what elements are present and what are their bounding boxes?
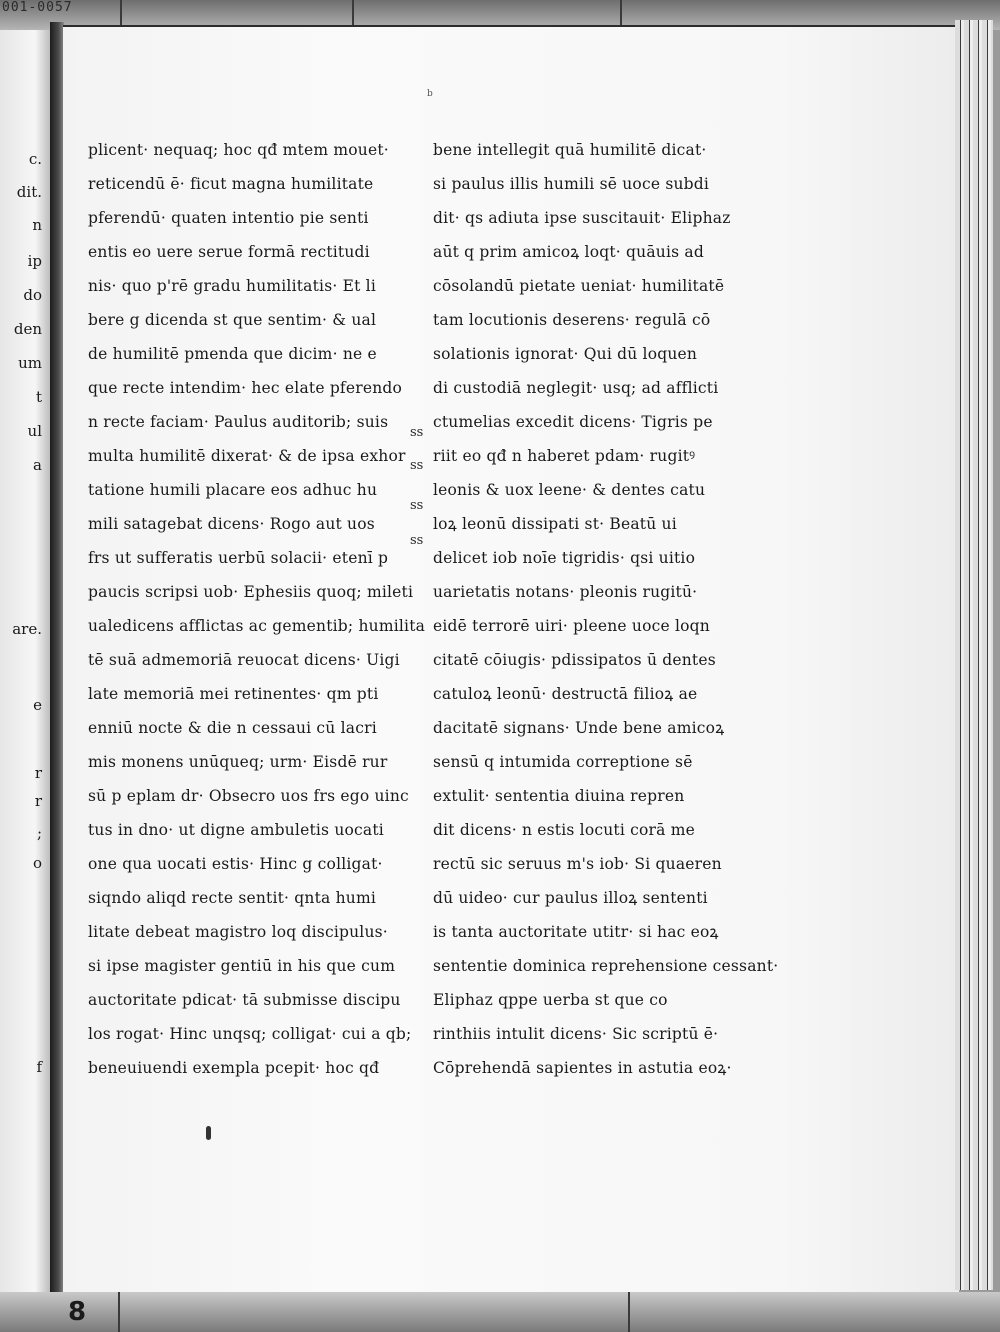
text-line: uarietatis notans· pleonis rugitū· — [433, 583, 698, 601]
text-line: Cōprehendā sapientes in astutia eoꝝ· — [433, 1059, 732, 1077]
text-line: entis eo uere serue formā rectitudi — [88, 243, 370, 261]
facing-page-text: dit. — [16, 183, 42, 201]
text-line: delicet iob noīe tigridis· qsi uitio — [433, 549, 696, 567]
text-line: tus in dno· ut digne ambuletis uocati — [88, 821, 384, 839]
text-line: si paulus illis humili sē uoce subdi — [433, 175, 710, 193]
page-edges — [955, 20, 993, 1290]
text-line: ctumelias excedit dicens· Tigris pe — [433, 413, 713, 431]
text-line: rinthiis intulit dicens· Sic scriptū ē· — [433, 1025, 719, 1043]
text-line: dacitatē signans· Unde bene amicoꝝ — [433, 719, 725, 737]
text-line: frs ut sufferatis uerbū solacii· etenī p — [88, 549, 389, 567]
facing-page-text: ; — [36, 824, 42, 842]
text-line: sū p eplam dr· Obsecro uos frs ego uinc — [88, 787, 409, 805]
facing-page-text: ip — [27, 252, 42, 270]
facing-page-text: r — [34, 764, 42, 782]
text-line: dū uideo· cur paulus illoꝝ sententi — [433, 889, 708, 907]
text-column-right — [433, 133, 778, 1085]
text-line: plicent· nequaq; hoc qđ mtem mouet· — [88, 141, 389, 159]
text-line: cōsolandū pietate ueniat· humilitatē — [433, 277, 725, 295]
text-line: bere g dicenda st que sentim· & ual — [88, 311, 377, 329]
ink-spot — [206, 1126, 211, 1140]
text-line: pferendū· quaten intentio pie senti — [88, 209, 369, 227]
text-line: sensū q intumida correptione sē — [433, 753, 693, 771]
text-line: de humilitē pmenda que dicim· ne e — [88, 345, 377, 363]
facing-page-text: a — [33, 456, 42, 474]
text-line: tatione humili placare eos adhuc hu — [88, 481, 378, 499]
text-line: paucis scripsi uob· Ephesiis quoq; mileti — [88, 583, 414, 601]
text-line: si ipse magister gentiū in his que cum — [88, 957, 396, 975]
facing-page-text: t — [35, 388, 42, 406]
facing-page-text: e — [33, 696, 42, 714]
text-line: siqndo aliqd recte sentit· qnta humi — [88, 889, 377, 907]
text-line: rectū sic seruus m's iob· Si quaeren — [433, 855, 722, 873]
facing-page-text: n — [32, 216, 42, 234]
text-line: auctoritate pdicat· tā submisse discipu — [88, 991, 401, 1009]
board-seam — [620, 0, 622, 28]
book-gutter — [50, 22, 64, 1294]
text-line: los rogat· Hinc unqsq; colligat· cui a qb; — [88, 1025, 412, 1043]
text-line: multa humilitē dixerat· & de ipsa exhor — [88, 447, 406, 465]
margin-mark: ss — [410, 458, 424, 473]
archive-label: 001-0057 — [2, 0, 73, 15]
text-line: ualedicens afflictas ac gementib; humilita — [88, 617, 426, 635]
facing-page-text: r — [34, 792, 42, 810]
facing-page-text: um — [18, 354, 42, 372]
text-line: tē suā admemoriā reuocat dicens· Uigi — [88, 651, 400, 669]
text-line: tam locutionis deserens· regulā cō — [433, 311, 711, 329]
margin-mark: ss — [410, 425, 424, 440]
text-line: que recte intendim· hec elate pferendo — [88, 379, 403, 397]
text-line: Eliphaz qppe uerba st que co — [433, 991, 668, 1009]
board-seam — [628, 1292, 630, 1332]
text-line: n recte faciam· Paulus auditorib; suis — [88, 413, 389, 431]
text-line: mis monens unūqueq; urm· Eisdē rur — [88, 753, 388, 771]
text-line: aūt q prim amicoꝝ loqt· quāuis ad — [433, 243, 704, 261]
text-line: sententie dominica reprehensione cessant· — [433, 957, 778, 975]
text-line: di custodiā neglegit· usq; ad afflicti — [433, 379, 719, 397]
facing-page-text: o — [32, 854, 42, 872]
facing-page-text: den — [13, 320, 42, 338]
text-line: loꝝ leonū dissipati st· Beatū ui — [433, 515, 677, 533]
text-line: citatē cōiugis· pdissipatos ū dentes — [433, 651, 716, 669]
facing-page-text: ul — [27, 422, 42, 440]
page-mark: b — [427, 89, 433, 99]
board-seam — [118, 1292, 120, 1332]
text-line: catuloꝝ leonū· destructā filioꝝ ae — [433, 685, 698, 703]
facing-page-text: are. — [12, 620, 42, 638]
text-line: solationis ignorat· Qui dū loquen — [433, 345, 698, 363]
margin-mark: ss — [410, 533, 424, 548]
text-column-left — [88, 133, 433, 1085]
text-line: one qua uocati estis· Hinc g colligat· — [88, 855, 383, 873]
text-line: late memoriā mei retinentes· qm pti — [88, 685, 379, 703]
text-line: leonis & uox leene· & dentes catu — [433, 481, 706, 499]
text-line: riit eo qđ n haberet pdam· rugitꝰ — [433, 447, 696, 465]
facing-page-fragment — [0, 30, 50, 1292]
text-line: nis· quo p'rē gradu humilitatis· Et li — [88, 277, 376, 295]
text-line: mili satagebat dicens· Rogo aut uos — [88, 515, 375, 533]
text-line: eidē terrorē uiri· pleene uoce loqn — [433, 617, 710, 635]
text-line: extulit· sententia diuina repren — [433, 787, 685, 805]
text-line: dit· qs adiuta ipse suscitauit· Eliphaz — [433, 209, 731, 227]
margin-mark: ss — [410, 498, 424, 513]
folio-number: 8 — [68, 1297, 87, 1327]
text-line: reticendū ē· ficut magna humilitate — [88, 175, 374, 193]
text-line: is tanta auctoritate utitr· si hac eoꝝ — [433, 923, 719, 941]
text-line: bene intellegit quā humilitē dicat· — [433, 141, 707, 159]
text-line: enniū nocte & die n cessaui cū lacri — [88, 719, 377, 737]
board-seam — [120, 0, 122, 28]
text-line: litate debeat magistro loq discipulus· — [88, 923, 388, 941]
board-seam — [352, 0, 354, 28]
facing-page-text: c. — [28, 150, 42, 168]
bottom-wood-background — [0, 1292, 1000, 1332]
text-line: dit dicens· n estis locuti corā me — [433, 821, 695, 839]
text-line: beneuiuendi exempla pcepit· hoc qđ — [88, 1059, 380, 1077]
facing-page-text: f — [36, 1058, 42, 1076]
facing-page-text: do — [23, 286, 42, 304]
